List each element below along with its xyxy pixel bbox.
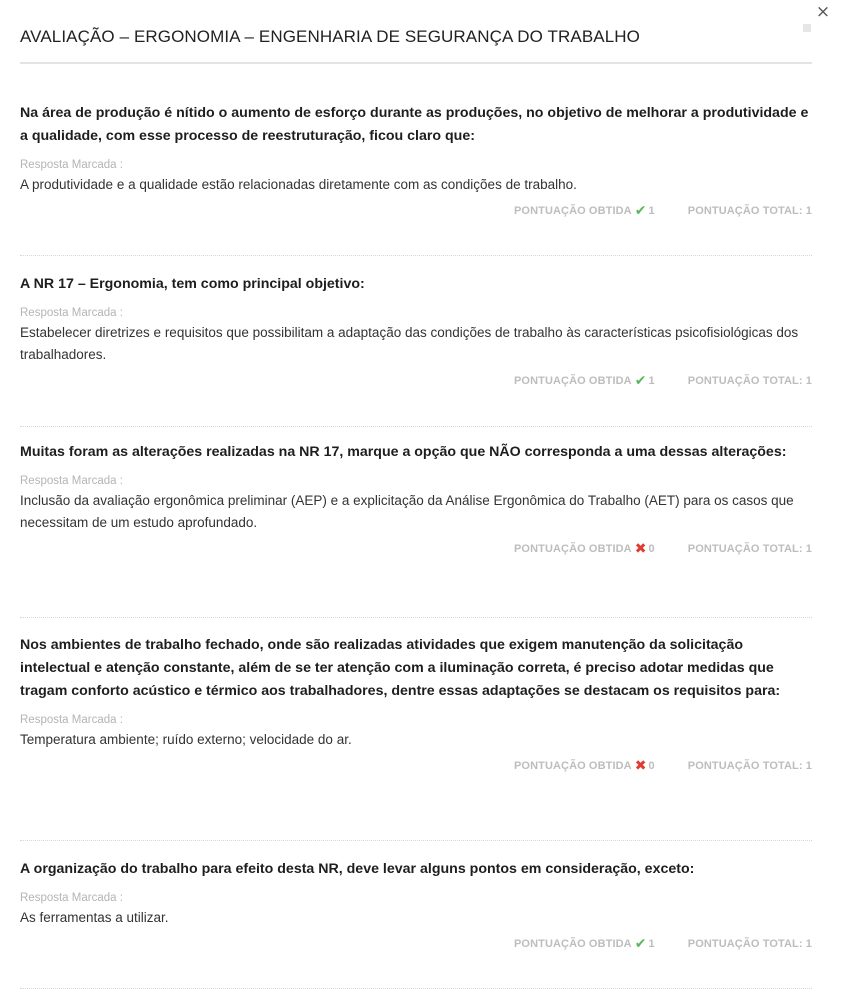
question-item — [20, 441, 812, 559]
close-button-backdrop — [803, 24, 811, 32]
score-row — [20, 371, 812, 391]
question-item — [20, 858, 812, 954]
title-divider — [20, 62, 812, 64]
score-total-value: 1 — [805, 205, 812, 217]
marked-answer: A produtividade e a qualidade estão relacionadas diretamente com as condições de trabalho. — [20, 177, 577, 192]
score-obtained-label: PONTUAÇÃO OBTIDA — [513, 205, 632, 217]
score-obtained-label: PONTUAÇÃO OBTIDA — [513, 760, 632, 772]
score-obtained-value: 1 — [648, 938, 655, 950]
question-text: A organização do trabalho para efeito desta NR, deve levar alguns pontos em consideração, exceto: — [20, 861, 695, 877]
cross-icon: ✖ — [634, 541, 647, 557]
check-icon: ✔ — [634, 373, 647, 389]
marked-answer: As ferramentas a utilizar. — [20, 910, 169, 925]
score-row — [20, 539, 812, 559]
question-text: Muitas foram as alterações realizadas na NR 17, marque a opção que NÃO corresponda a uma dessas alterações: — [20, 444, 787, 460]
score-obtained-label: PONTUAÇÃO OBTIDA — [513, 938, 632, 950]
question-item — [20, 273, 812, 391]
score-obtained-value: 0 — [648, 543, 655, 555]
score-total — [688, 375, 812, 387]
question-item — [20, 102, 812, 221]
answer-label: Resposta Marcada : — [20, 892, 123, 904]
score-obtained-value: 1 — [648, 375, 655, 387]
check-icon: ✔ — [634, 203, 647, 219]
score-total-label: PONTUAÇÃO TOTAL: — [687, 205, 803, 217]
check-icon: ✔ — [634, 936, 647, 952]
question-divider — [20, 988, 812, 989]
score-total-value: 1 — [805, 938, 812, 950]
score-total-label: PONTUAÇÃO TOTAL: — [687, 938, 803, 950]
score-total — [688, 938, 812, 950]
answer-label: Resposta Marcada : — [20, 714, 123, 726]
marked-answer: Temperatura ambiente; ruído externo; velocidade do ar. — [20, 732, 352, 747]
score-total-label: PONTUAÇÃO TOTAL: — [687, 760, 803, 772]
question-text: Nos ambientes de trabalho fechado, onde são realizadas atividades que exigem manutenção da solicitação intelectual e atenção constante, além de se ter atenção com a iluminação correta, é preciso adotar medidas que tragam conforto acústico e térmico aos trabalhadores, dentre essas adaptações se destacam os requisitos para: — [20, 637, 781, 699]
score-total-label: PONTUAÇÃO TOTAL: — [687, 543, 803, 555]
marked-answer: Inclusão da avaliação ergonômica preliminar (AEP) e a explicitação da Análise Ergonômica do Trabalho (AET) para os casos que necessitam de um estudo aprofundado. — [20, 493, 794, 530]
score-total — [688, 205, 812, 217]
score-total-value: 1 — [805, 543, 812, 555]
score-obtained — [514, 542, 655, 556]
question-text: A NR 17 – Ergonomia, tem como principal objetivo: — [20, 276, 365, 292]
score-total-label: PONTUAÇÃO TOTAL: — [687, 375, 803, 387]
score-obtained — [514, 374, 655, 388]
question-divider — [20, 840, 812, 841]
answer-label: Resposta Marcada : — [20, 307, 123, 319]
question-divider — [20, 617, 812, 618]
question-divider — [20, 255, 812, 256]
score-row — [20, 934, 812, 954]
score-total — [688, 543, 812, 555]
question-text: Na área de produção é nítido o aumento de esforço durante as produções, no objetivo de melhorar a produtividade e a qualidade, com esse processo de reestruturação, ficou claro que: — [20, 105, 809, 144]
score-obtained-label: PONTUAÇÃO OBTIDA — [513, 375, 632, 387]
score-total — [688, 760, 812, 772]
answer-label: Resposta Marcada : — [20, 475, 123, 487]
score-total-value: 1 — [805, 760, 812, 772]
score-obtained-value: 1 — [648, 205, 655, 217]
close-button[interactable]: × — [815, 2, 831, 22]
score-total-value: 1 — [805, 375, 812, 387]
score-row — [20, 756, 812, 776]
question-divider — [20, 426, 812, 427]
score-obtained — [514, 759, 655, 773]
score-obtained-label: PONTUAÇÃO OBTIDA — [513, 543, 632, 555]
score-obtained — [514, 937, 655, 951]
answer-label: Resposta Marcada : — [20, 159, 123, 171]
score-obtained-value: 0 — [648, 760, 655, 772]
score-row — [20, 201, 812, 221]
score-obtained — [514, 204, 655, 218]
marked-answer: Estabelecer diretrizes e requisitos que possibilitam a adaptação das condições de trabalho às características psicofisiológicas dos trabalhadores. — [20, 325, 799, 362]
question-item — [20, 634, 812, 776]
modal-title: AVALIAÇÃO – ERGONOMIA – ENGENHARIA DE SEGURANÇA DO TRABALHO — [20, 27, 640, 46]
cross-icon: ✖ — [634, 758, 647, 774]
